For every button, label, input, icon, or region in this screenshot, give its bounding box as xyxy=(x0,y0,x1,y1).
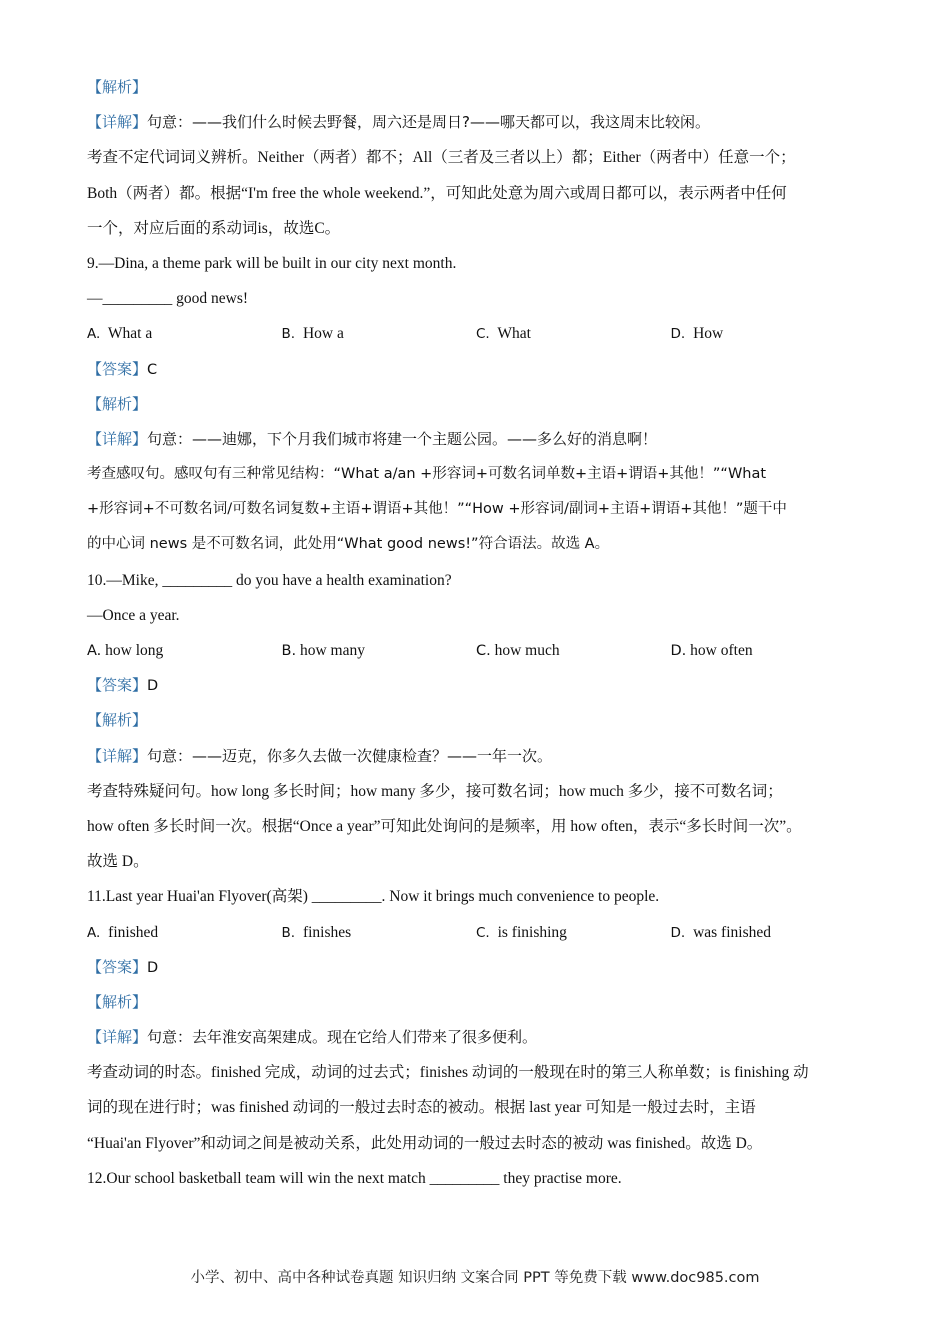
question-stem-reply: —Once a year. xyxy=(87,606,180,624)
analysis-heading: 【解析】 xyxy=(87,992,148,1011)
question-stem: 11.Last year Huai'an Flyover(高架) _________. Now it brings much convenience to people. xyxy=(87,888,660,906)
detail-line xyxy=(87,105,877,140)
explanation-line: 考查特殊疑问句。how long 多长时间；how many 多少，接可数名词；how much 多少，接不可数名词； xyxy=(87,782,783,800)
option-c: C. is finishing xyxy=(476,923,567,941)
explanation-line: Both（两者）都。根据“I'm free the whole weekend.”，可知此处意为周六或周日都可以，表示两者中任何 xyxy=(87,184,787,202)
detail-line: 【详解】句意：去年淮安高架建成。现在它给人们带来了很多便利。 xyxy=(87,1028,538,1047)
question-stem: 9.—Dina, a theme park will be built in our city next month. xyxy=(87,254,457,272)
question-stem: 12.Our school basketball team will win the next match _________ they practise more. xyxy=(87,1169,622,1187)
answer-line: 【答案】C xyxy=(87,359,158,378)
analysis-heading: 【解析】 xyxy=(87,711,148,730)
explanation-line: 考查感叹句。感叹句有三种常见结构：“What a/an +形容词+可数名词单数+主语+谓语+其他！”“What xyxy=(87,466,767,483)
explanation-line: how often 多长时间一次。根据“Once a year”可知此处询问的是频率，用 how often，表示“多长时间一次”。 xyxy=(87,817,802,835)
explanation-line: 词的现在进行时；was finished 动词的一般过去时态的被动。根据 last year 可知是一般过去时，主语 xyxy=(87,1099,756,1117)
option-b: B. finishes xyxy=(281,923,352,941)
option-a: A. how long xyxy=(87,642,164,659)
question-stem-reply: —_________ good news! xyxy=(87,290,249,308)
explanation-line: 的中心词 news 是不可数名词，此处用“What good news!”符合语法。故选 A。 xyxy=(87,536,610,553)
detail-tag: 【详解】 xyxy=(87,113,148,132)
answer-value: C xyxy=(147,361,158,378)
options-row xyxy=(87,915,877,950)
option-c: C. What xyxy=(476,325,531,343)
page-content xyxy=(87,70,877,1196)
explanation-line: “Huai'an Flyover”和动词之间是被动关系，此处用动词的一般过去时态的被动 was finished。故选 D。 xyxy=(87,1134,763,1152)
question-stem: 10.—Mike, _________ do you have a health examination? xyxy=(87,571,452,589)
option-d: D. was finished xyxy=(670,923,771,941)
analysis-heading: 【解析】 xyxy=(87,394,148,413)
options-row xyxy=(87,316,877,351)
option-b: B. How a xyxy=(281,325,344,343)
page-footer: 小学、初中、高中各种试卷真题 知识归纳 文案合同 PPT 等免费下载 www.doc985.com xyxy=(190,1270,760,1286)
explanation-line: 考查不定代词词义辨析。Neither（两者）都不；All（三者及三者以上）都；Either（两者中）任意一个； xyxy=(87,149,796,167)
answer-line: 【答案】D xyxy=(87,676,159,695)
explanation-line: 一个，对应后面的系动词is，故选C。 xyxy=(87,219,341,237)
detail-line: 【详解】句意：——迈克，你多久去做一次健康检查？——一年一次。 xyxy=(87,746,553,765)
detail-text: 句意：——我们什么时候去野餐，周六还是周日?——哪天都可以，我这周末比较闲。 xyxy=(147,113,710,132)
explanation-line: +形容词+不可数名词/可数名词复数+主语+谓语+其他！”“How +形容词/副词+主语+谓语+其他！”题干中 xyxy=(87,501,787,518)
analysis-heading: 【解析】 xyxy=(87,78,148,96)
option-a: A. finished xyxy=(87,923,159,941)
explanation-line: 考查动词的时态。finished 完成，动词的过去式；finishes 动词的一般现在时的第三人称单数；is finishing 动 xyxy=(87,1064,809,1082)
option-d: D. how often xyxy=(670,642,753,659)
answer-line: 【答案】D xyxy=(87,957,159,976)
detail-line: 【详解】句意：——迪娜，下个月我们城市将建一个主题公园。——多么好的消息啊！ xyxy=(87,429,658,448)
options-row xyxy=(87,633,877,668)
option-a: A. What a xyxy=(87,325,153,343)
option-b: B. how many xyxy=(281,642,365,659)
option-c: C. how much xyxy=(476,642,560,659)
explanation-line: 故选 D。 xyxy=(87,853,149,871)
option-d: D. How xyxy=(670,325,724,343)
